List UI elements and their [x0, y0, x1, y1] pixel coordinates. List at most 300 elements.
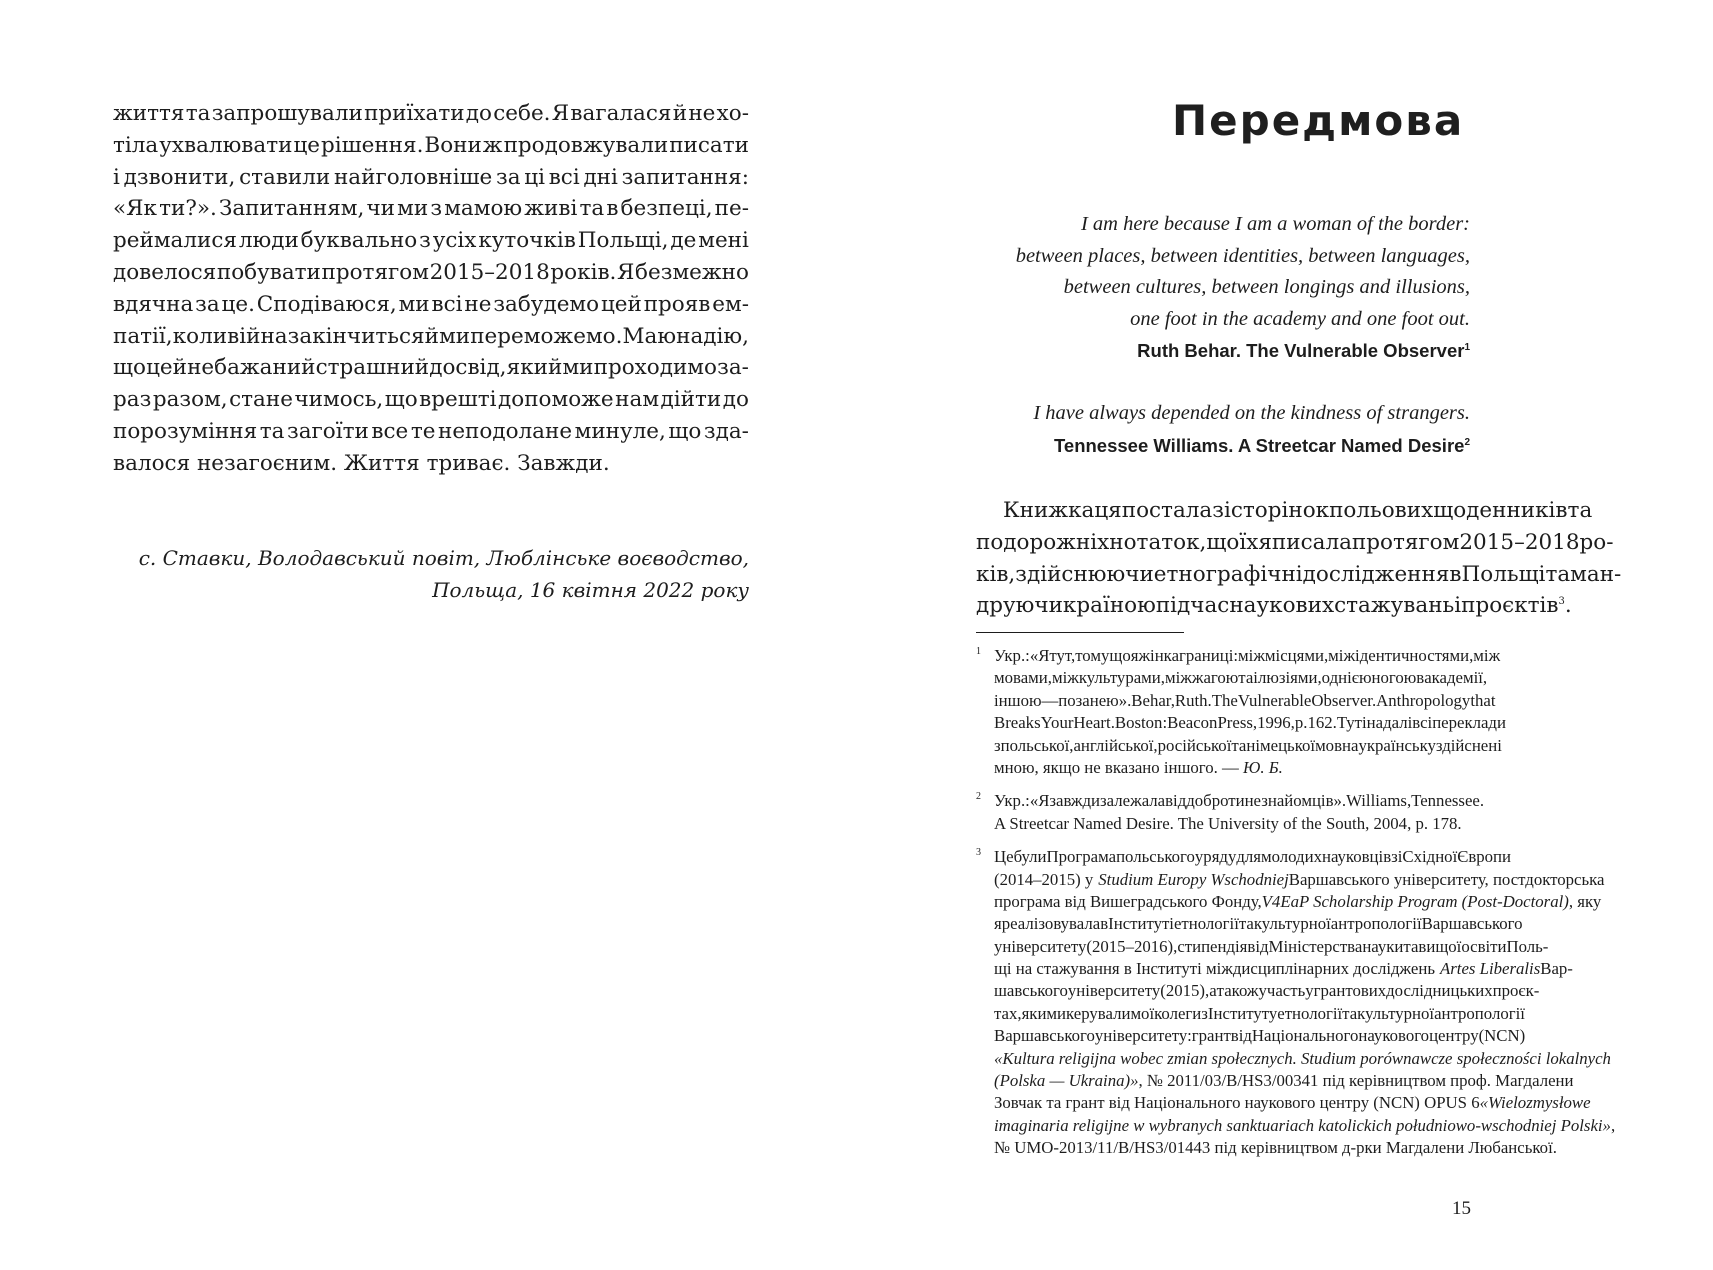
word: цей [600, 291, 642, 317]
word: врешті [419, 387, 497, 413]
word: Я [617, 259, 635, 285]
word: між [1328, 646, 1356, 665]
word: та [1567, 498, 1593, 523]
word: якими [1021, 1003, 1067, 1023]
word: Інституті [1108, 914, 1174, 934]
word: рішення. [321, 132, 424, 158]
footnotes [976, 645, 1616, 1171]
word: усіх [432, 228, 477, 254]
word: не [688, 101, 716, 126]
word: вдячна [113, 291, 194, 317]
word: що [668, 418, 702, 444]
word: нотаток, [1109, 529, 1207, 555]
footnote-italic: imaginaria religijne w wybranych sanktuariach katolickich południowo-wschodniej Polski» [994, 1115, 1611, 1135]
footnote-line [994, 1003, 1525, 1025]
word: між [1164, 668, 1192, 688]
word: тому [1075, 646, 1110, 665]
body-line [113, 162, 749, 194]
word: that [1470, 690, 1496, 710]
word: однією [1321, 668, 1372, 688]
word: стане [229, 387, 293, 413]
word: це. [221, 291, 255, 317]
body-line [113, 98, 749, 130]
word: Tennessee. [1411, 791, 1485, 811]
word: час [1190, 593, 1230, 619]
word: постала [1121, 498, 1213, 523]
word: протягом [1351, 529, 1460, 555]
word: здійснюючи [1015, 561, 1154, 587]
word: закінчиться [287, 323, 425, 349]
footnote-line [994, 813, 1470, 835]
word: The [1211, 690, 1238, 710]
word: Укр.: [994, 791, 1030, 811]
word: Інституту [1207, 1003, 1278, 1023]
word: на [1342, 735, 1359, 755]
word: ми [439, 323, 471, 349]
word: університету: [1094, 1026, 1192, 1046]
word: грантових [1313, 981, 1387, 1001]
footnote-text: Зовчак та грант від Національного наукового центру (NCN) OPUS 6 [994, 1093, 1480, 1113]
epigraph-line: I am here because I am a woman of the border: [1080, 213, 1470, 235]
word: вагалася [570, 101, 672, 126]
word: іншою [994, 690, 1042, 710]
footnote-number: 3 [976, 847, 981, 859]
footnote-text: програма від Вишеградського Фонду, [994, 891, 1262, 911]
word: ман- [1570, 561, 1622, 587]
word: проєк- [1492, 981, 1540, 1001]
word: з [1201, 1003, 1208, 1023]
word: та [1238, 914, 1254, 934]
word: зда- [703, 418, 749, 444]
word: та [259, 418, 285, 444]
right-page [856, 0, 1713, 1270]
word: ця [1094, 498, 1122, 523]
word: ків, [976, 561, 1016, 587]
body-line [113, 130, 749, 162]
word: нам [615, 387, 660, 413]
word: стипендія [1177, 936, 1248, 956]
word: Завжди. [517, 450, 610, 476]
word: Anthropology [1376, 690, 1471, 710]
word: Міністерства [1268, 936, 1363, 956]
word: Польщі [1461, 561, 1546, 587]
word: Beacon [1167, 713, 1218, 733]
word: Східної [1402, 847, 1458, 867]
word: (2015–2016), [1086, 936, 1178, 956]
word: життя [113, 101, 185, 126]
word: Observer. [1311, 690, 1377, 710]
footnote-italic: Artes Liberalis [1440, 959, 1541, 979]
word: ногою [1371, 668, 1417, 688]
word: Ruth. [1174, 690, 1212, 710]
word: прояв [643, 291, 711, 317]
word: від [1247, 936, 1269, 956]
word: допоможе [498, 387, 614, 413]
word: чи [366, 196, 396, 222]
word: до [722, 387, 749, 413]
word: Книжка [1003, 498, 1095, 523]
footnote-line [994, 645, 1501, 667]
word: академії, [1424, 668, 1488, 688]
word: Запитанням, [218, 196, 365, 222]
word: Маю [622, 323, 677, 349]
word: керували [1066, 1003, 1131, 1023]
word: писати [669, 132, 749, 158]
word: з [994, 735, 1001, 755]
word: і [113, 164, 120, 190]
word: «Я [1029, 791, 1050, 811]
word: за [195, 291, 220, 317]
footnote-text: мною, якщо не вказано іншого. — [994, 757, 1239, 777]
word: культурами, [1078, 668, 1165, 688]
word: забудемо [493, 291, 600, 317]
word: за [496, 164, 521, 190]
footnote-line [994, 936, 1549, 958]
word: німецької [1246, 735, 1316, 755]
word: та [1403, 936, 1419, 956]
word: дослідницьких [1386, 981, 1493, 1001]
word: запрошували [211, 101, 363, 126]
word: поза [1058, 690, 1090, 710]
footnote-text: Варшавського університету, постдокторська [1288, 869, 1605, 889]
footnote-text: Вар- [1540, 959, 1573, 979]
signature-block [113, 542, 749, 606]
word: безмежно [635, 259, 749, 285]
word: коли [172, 323, 228, 349]
word: наукового [1358, 1026, 1430, 1046]
word: — [1041, 690, 1059, 710]
body-line [113, 384, 749, 416]
word: мої [1130, 1003, 1155, 1023]
word: участь [1258, 981, 1306, 1001]
word: всі [1412, 713, 1433, 733]
word: українську [1358, 735, 1436, 755]
word: «Я [1029, 646, 1050, 665]
word: мовами, [994, 668, 1052, 688]
word: писала [1271, 529, 1352, 555]
footnote-ref: 3 [1558, 596, 1565, 608]
word: російської [1157, 735, 1232, 755]
footnote-2 [976, 790, 1485, 835]
word: місцями, [1264, 646, 1329, 665]
word: жінка [1138, 646, 1180, 665]
word: етнології [1277, 1003, 1343, 1023]
word: я [1130, 646, 1139, 665]
word: всі [548, 164, 580, 190]
word: між [1051, 668, 1079, 688]
word: та [1342, 1003, 1358, 1023]
footnote-italic: Studium Europy Wschodniej [1098, 869, 1289, 889]
word: куточків [478, 228, 576, 254]
footnote-text: щі на стажування в Інституті міждисциплінарних досліджень [994, 959, 1436, 979]
footnote-line [994, 958, 1573, 980]
word: вищої [1418, 936, 1462, 956]
word: себе. [493, 101, 551, 126]
word: сторінок [1230, 498, 1330, 523]
word: страшний [315, 355, 430, 381]
footnote-number: 1 [976, 646, 981, 657]
word: та [185, 101, 211, 126]
body-line [113, 448, 749, 480]
word: порозуміння [113, 418, 258, 444]
footnote-text: , [1610, 1115, 1616, 1135]
word: проходимо [593, 355, 717, 381]
word: чимось, [294, 387, 384, 413]
word: щоденників [1433, 498, 1568, 523]
word: а [1209, 981, 1217, 1001]
word: ці [524, 164, 545, 190]
word: їх [1239, 529, 1259, 555]
word: та [579, 196, 605, 222]
word: також [1216, 981, 1259, 1001]
word: мамою [444, 196, 523, 222]
word: етнології [1173, 914, 1239, 934]
word: 162. [1307, 713, 1337, 733]
word: який [506, 355, 563, 381]
word: ти?». [159, 196, 217, 222]
word: жагою [1191, 668, 1239, 688]
word: триває. [426, 450, 518, 476]
word: продовжували [503, 132, 669, 158]
epigraph-behar [910, 209, 1470, 367]
footnote-line [994, 1048, 1611, 1070]
footnote-text: A Streetcar Named Desire. The University of the South, 2004, p. 178. [994, 813, 1462, 833]
word: (NCN) [1478, 1026, 1526, 1046]
word: друючи [976, 593, 1063, 619]
intro-paragraph [976, 495, 1622, 622]
word: залежала [1100, 791, 1166, 811]
footnote-italic: (Polska — Ukraina)» [994, 1071, 1139, 1091]
body-line [113, 416, 749, 448]
word: Укр.: [994, 646, 1030, 665]
word: мов [1315, 735, 1342, 755]
word: для [1236, 847, 1261, 867]
word: польського [1116, 847, 1195, 867]
word: ілюзіями, [1253, 668, 1322, 688]
word: це [293, 132, 321, 158]
word: ро- [1579, 529, 1614, 555]
word: шавського [994, 981, 1068, 1001]
word: нею». [1089, 690, 1132, 710]
intro-line [976, 559, 1622, 591]
word: уряду [1194, 847, 1237, 867]
word: надію, [676, 323, 749, 349]
word: Boston: [1114, 713, 1168, 733]
epigraph-williams [910, 398, 1470, 461]
word: ставили [239, 164, 331, 190]
word: дослідження [1302, 561, 1450, 587]
footnote-line [994, 1137, 1557, 1159]
word: разом, [152, 387, 228, 413]
word: центру [1429, 1026, 1479, 1046]
word: в [1416, 668, 1425, 688]
word: культурної [1357, 1003, 1435, 1023]
word: Варшавського [994, 1026, 1095, 1046]
footnote-italic: V4EaP Scholarship Program (Post-Doctoral) [1261, 891, 1569, 911]
word: довелося [113, 259, 217, 285]
word: що [113, 355, 146, 381]
word: ухвалювати [159, 132, 293, 158]
word: протягом [321, 259, 429, 285]
footnote-line [994, 869, 1605, 891]
word: польових [1329, 498, 1434, 523]
word: від [1165, 791, 1187, 811]
footnote-line [994, 1070, 1574, 1092]
footnote-line [994, 1115, 1616, 1137]
word: здійснені [1435, 735, 1502, 755]
sentence-period: . [1564, 593, 1572, 619]
word: науки [1362, 936, 1404, 956]
word: Breaks [994, 713, 1041, 733]
word: й [424, 323, 440, 349]
word: я [1258, 529, 1272, 555]
word: все [371, 418, 409, 444]
word: від [1230, 1026, 1252, 1046]
word: p. [1294, 713, 1308, 733]
word: незнайомців». [1244, 791, 1347, 811]
word: подорожніх [976, 529, 1110, 555]
epigraph-author [910, 335, 1470, 367]
word: років. [550, 259, 617, 285]
word: Варшавського [1421, 914, 1523, 934]
word: 2015–2018 [429, 259, 550, 285]
signature-line-1: с. Ставки, Володавський повіт, Люблінське воєводство, [138, 546, 749, 570]
word: між [1473, 646, 1501, 665]
word: молодих [1260, 847, 1322, 867]
word: у [1305, 981, 1314, 1001]
word: що [1109, 646, 1131, 665]
intro-line [976, 527, 1614, 559]
word: з [430, 196, 443, 222]
word: науковців [1321, 847, 1392, 867]
word: Програма [1046, 847, 1117, 867]
word: тіла [113, 132, 159, 158]
footnote-italic: «Wielozmysłowe [1479, 1093, 1591, 1113]
epigraph-author-text: Ruth Behar. The Vulnerable Observer [1137, 340, 1465, 361]
epigraph-author [910, 430, 1470, 462]
word: дзвонити, [123, 164, 236, 190]
footnote-line [994, 1092, 1591, 1114]
word: ми [398, 291, 430, 317]
word: університету [994, 936, 1087, 956]
word: (2015), [1160, 981, 1210, 1001]
word: безпеці, [620, 196, 713, 222]
word: загоїти [287, 418, 369, 444]
footnote-text: , яку [1568, 891, 1602, 911]
word: етнографічні [1153, 561, 1303, 587]
word: запитання: [621, 164, 749, 190]
word: переклади [1432, 713, 1506, 733]
word: Williams, [1346, 791, 1412, 811]
word: грант [1191, 1026, 1231, 1046]
footnote-number: 2 [976, 791, 981, 803]
word: ідентичностями, [1355, 646, 1474, 665]
body-line [113, 257, 749, 289]
word: переможемо. [470, 323, 623, 349]
word: 2015–2018 [1459, 529, 1580, 555]
epigraph-author-text: Tennessee Williams. A Streetcar Named Desire [1053, 434, 1465, 456]
left-page [0, 0, 856, 1270]
word: ми [397, 196, 429, 222]
word: 1996, [1257, 713, 1295, 733]
word: границі: [1179, 646, 1239, 665]
word: реймалися [113, 228, 237, 254]
footnote-3 [976, 846, 1616, 1159]
word: ми [562, 355, 594, 381]
word: та [1231, 735, 1247, 755]
word: й [672, 101, 688, 126]
word: антропології [1434, 1003, 1525, 1023]
word: Press, [1217, 713, 1258, 733]
word: досвід, [429, 355, 507, 381]
body-line [113, 225, 749, 257]
word: мені [698, 228, 749, 254]
word: Я [551, 101, 570, 126]
footnote-line [994, 913, 1523, 935]
left-body-text [113, 98, 749, 480]
word: патії, [113, 323, 173, 349]
epigraph-line: I have always depended on the kindness of strangers. [1033, 402, 1470, 424]
word: де [670, 228, 697, 254]
word: «Як [113, 196, 157, 222]
word: зі [1391, 847, 1403, 867]
word: країною [1062, 593, 1156, 619]
word: минуле, [574, 418, 666, 444]
word: Behar, [1131, 690, 1175, 710]
word: Поль- [1506, 936, 1549, 956]
word: в [1100, 914, 1109, 934]
word: антропології [1330, 914, 1422, 934]
epigraph-line: one foot in the academy and one foot out. [1130, 307, 1470, 330]
body-line [113, 289, 749, 321]
footnote-text: , № 2011/03/B/HS3/00341 під керівництвом проф. Магдалени [1138, 1071, 1574, 1091]
footnote-1 [976, 645, 1506, 779]
footnote-initials: Ю. Б. [1243, 757, 1283, 777]
word: і [1361, 713, 1367, 733]
word: освіти [1461, 936, 1507, 956]
word: між [1238, 646, 1265, 665]
word: Польщі, [577, 228, 669, 254]
word: Європи [1457, 847, 1511, 867]
word: з [419, 228, 431, 254]
footnote-ref: 2 [1464, 436, 1470, 448]
word: Це [994, 847, 1014, 867]
word: дні [583, 164, 618, 190]
word: що [1206, 529, 1240, 555]
footnote-line [994, 891, 1602, 913]
intro-line [976, 590, 1572, 622]
word: побувати [216, 259, 321, 285]
word: завжди [1049, 791, 1101, 811]
footnote-line [994, 757, 1470, 779]
word: хо- [716, 101, 749, 126]
word: найголовніше [333, 164, 493, 190]
footnote-ref: 1 [1464, 341, 1470, 353]
word: Тут [1336, 713, 1362, 733]
word: до [465, 101, 492, 126]
word: за- [717, 355, 749, 381]
word: колеги [1154, 1003, 1202, 1023]
footnote-divider [976, 632, 1184, 633]
word: зі [1212, 498, 1231, 523]
word: наукових [1229, 593, 1335, 619]
word: пе- [714, 196, 749, 222]
footnote-line [994, 690, 1496, 712]
word: в [606, 196, 619, 222]
word: Vulnerable [1237, 690, 1312, 710]
footnote-line [994, 735, 1502, 757]
word: англійської, [1073, 735, 1158, 755]
